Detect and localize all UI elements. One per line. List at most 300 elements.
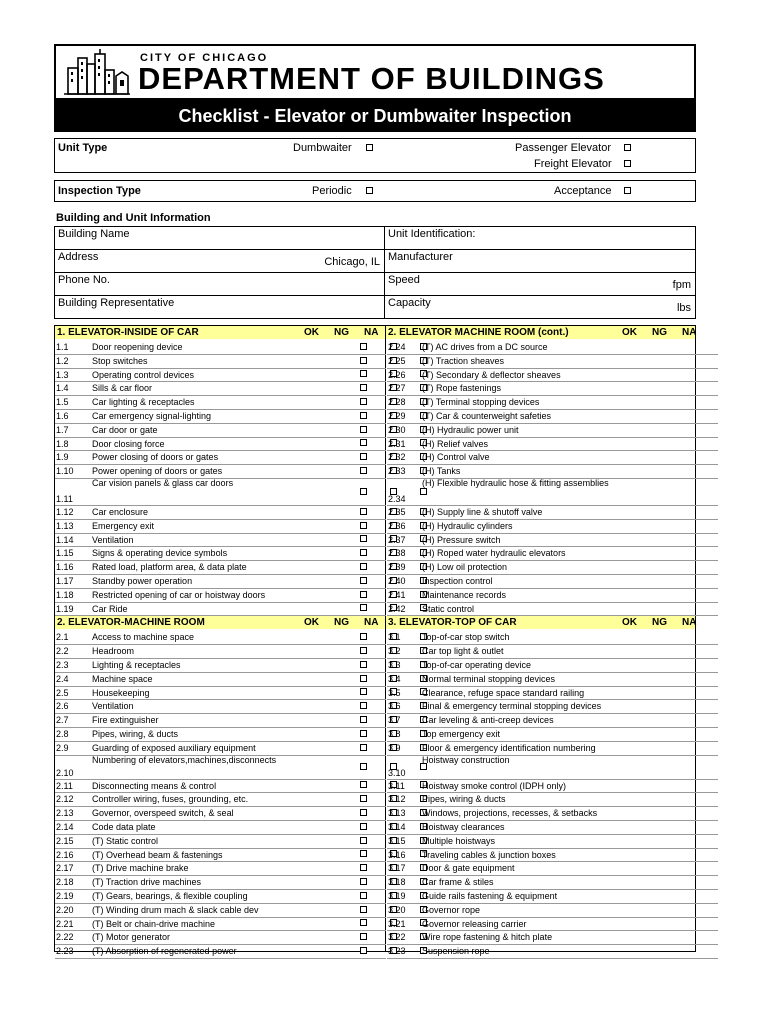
item-label: Lighting & receptacles [92, 660, 181, 670]
checklist-row [56, 437, 386, 451]
item-label: (H) Relief valves [422, 438, 489, 449]
freight-elevator-label: Freight Elevator [534, 158, 612, 170]
item-label: (H) Roped water hydraulic elevators [422, 548, 566, 559]
checklist-row [388, 741, 718, 755]
checkbox-ok[interactable] [360, 488, 367, 495]
column-header-ng: NG [334, 327, 349, 338]
item-number: 2.23 [56, 946, 74, 957]
checklist-row [388, 875, 718, 889]
item-label: Operating control devices [92, 369, 195, 380]
checklist-row [388, 409, 718, 423]
item-label: Car leveling & anti-creep devices [422, 715, 554, 726]
item-label: Access to machine space [92, 632, 195, 643]
item-label: (T) Drive machine brake [92, 863, 189, 874]
item-label: (H) Low oil protection [422, 562, 508, 573]
item-number: 2.31 [388, 438, 406, 449]
checklist-row [388, 686, 718, 700]
checklist-row [388, 792, 718, 806]
periodic-label: Periodic [312, 185, 352, 197]
item-label: Standby power operation [92, 576, 193, 586]
item-number: 3.21 [388, 918, 406, 929]
checklist-row [56, 340, 386, 354]
section-header [55, 326, 385, 339]
item-number: 2.26 [388, 369, 406, 380]
item-label: (T) Secondary & deflector sheaves [422, 369, 561, 380]
column-header-ng: NG [334, 617, 349, 629]
checklist-row [388, 423, 718, 437]
checklist-row [56, 423, 386, 437]
item-number: 2.22 [56, 932, 74, 943]
item-label: Power opening of doors or gates [92, 466, 223, 477]
checkbox-ok[interactable] [360, 604, 367, 611]
item-number: 3.7 [388, 715, 401, 726]
item-number: 2.27 [388, 383, 406, 394]
item-label: (T) Traction drive machines [92, 877, 202, 888]
item-number: 2.40 [388, 576, 406, 586]
item-number: 2.33 [388, 466, 406, 477]
checklist-row [388, 602, 718, 616]
checklist-row [56, 644, 386, 658]
passenger-elevator-label: Passenger Elevator [515, 142, 611, 154]
column-header-ok: OK [304, 617, 319, 629]
item-number: 1.11 [56, 494, 73, 504]
column-header-ng: NG [652, 327, 667, 338]
item-number: 2.36 [388, 520, 406, 531]
item-label: (H) Pressure switch [422, 534, 501, 545]
item-number: 3.13 [388, 808, 406, 819]
item-number: 2.42 [388, 603, 406, 614]
item-number: 3.17 [388, 863, 406, 874]
checklist-row [56, 630, 386, 644]
checkbox-ok[interactable] [360, 370, 367, 377]
item-number: 1.6 [56, 411, 69, 421]
item-label: Top-of-car operating device [422, 660, 532, 670]
item-number: 2.15 [56, 835, 74, 846]
item-number: 3.10 [388, 767, 406, 778]
item-label: Door closing force [92, 438, 165, 449]
checkbox-ok[interactable] [360, 744, 367, 751]
checklist-row [56, 917, 386, 931]
item-label: (T) Terminal stopping devices [422, 397, 540, 408]
checklist-row [388, 848, 718, 862]
item-number: 2.39 [388, 562, 406, 573]
checklist-row [388, 917, 718, 931]
item-number: 2.35 [388, 507, 406, 517]
item-label: Clearance, refuge space standard railing [422, 687, 585, 698]
checklist-row [56, 672, 386, 686]
item-number: 3.4 [388, 673, 401, 684]
item-number: 3.11 [388, 780, 405, 791]
item-number: 2.29 [388, 411, 406, 421]
item-number: 3.19 [388, 891, 406, 901]
checklist-row [56, 741, 386, 755]
item-number: 2.28 [388, 397, 406, 408]
item-label: Ventilation [92, 701, 134, 712]
checkbox-ok[interactable] [360, 453, 367, 460]
phone-label: Phone No. [58, 274, 110, 286]
checklist-row [388, 574, 718, 588]
item-number: 2.17 [56, 863, 74, 874]
checkbox-ok[interactable] [360, 412, 367, 419]
item-number: 1.18 [56, 589, 74, 600]
checklist-row [56, 354, 386, 368]
column-header-na: NA [364, 617, 379, 629]
item-number: 2.6 [56, 701, 69, 712]
item-label: Stop switches [92, 355, 148, 366]
checkbox-ok[interactable] [360, 809, 367, 816]
item-number: 3.5 [388, 687, 401, 698]
item-label: Power closing of doors or gates [92, 452, 219, 463]
item-number: 3.22 [388, 932, 406, 943]
item-number: 2.38 [388, 548, 406, 559]
item-label: Normal terminal stopping devices [422, 673, 556, 684]
item-label: Machine space [92, 673, 153, 684]
checklist-row [388, 644, 718, 658]
item-number: 2.8 [56, 729, 69, 739]
checkbox-ok[interactable] [360, 577, 367, 584]
checkbox-ok[interactable] [360, 549, 367, 556]
checklist-row [56, 875, 386, 889]
item-label: Code data plate [92, 822, 156, 832]
item-number: 3.16 [388, 849, 406, 860]
checkbox-ok[interactable] [360, 730, 367, 737]
item-number: 2.3 [56, 660, 69, 670]
item-label: (T) Winding drum mach & slack cable dev [92, 904, 259, 915]
checklist-row [56, 505, 386, 519]
item-number: 2.20 [56, 904, 74, 915]
checklist-row [388, 340, 718, 354]
checklist-row [388, 861, 718, 875]
checkbox-ok[interactable] [360, 795, 367, 802]
checklist-row [388, 630, 718, 644]
item-label: Suspension rope [422, 946, 490, 957]
checklist-row [388, 779, 718, 793]
checkbox-ok[interactable] [360, 439, 367, 446]
capacity-label: Capacity [388, 297, 431, 309]
item-label: (T) Rope fastenings [422, 383, 502, 394]
checkbox-ok[interactable] [360, 426, 367, 433]
item-label: Door reopening device [92, 342, 183, 352]
checkbox-ok[interactable] [360, 661, 367, 668]
item-label: Guide rails fastening & equipment [422, 891, 558, 901]
item-number: 3.23 [388, 946, 406, 957]
speed-label: Speed [388, 274, 420, 286]
checklist-row [56, 834, 386, 848]
item-label: (H) Hydraulic power unit [422, 424, 519, 435]
checkbox-ok[interactable] [360, 675, 367, 682]
checkbox-ok[interactable] [360, 823, 367, 830]
item-number: 2.24 [388, 342, 406, 352]
item-number: 2.19 [56, 891, 74, 901]
item-label: Guarding of exposed auxiliary equipment [92, 742, 256, 753]
checklist-row [388, 546, 718, 560]
checkbox-ok[interactable] [360, 563, 367, 570]
checkbox-ok[interactable] [360, 892, 367, 899]
checklist-row [56, 381, 386, 395]
item-label: (T) AC drives from a DC source [422, 342, 548, 352]
checklist-row [56, 464, 386, 478]
item-label: Governor rope [422, 904, 481, 915]
item-label: (H) Control valve [422, 452, 490, 463]
item-label: Disconnecting means & control [92, 780, 217, 791]
item-label: (H) Hydraulic cylinders [422, 520, 513, 531]
item-label: Car emergency signal-lighting [92, 411, 212, 421]
item-number: 3.1 [388, 632, 401, 643]
item-label: (T) Static control [92, 835, 159, 846]
checkbox-ok[interactable] [360, 384, 367, 391]
item-label: Maintenance records [422, 589, 507, 600]
item-number: 1.14 [56, 534, 74, 545]
item-label: (H) Flexible hydraulic hose & fitting assemblies [422, 478, 609, 488]
row-divider [387, 958, 718, 959]
item-label: Static control [422, 603, 475, 614]
section-header [386, 326, 695, 339]
item-label: Pipes, wiring & ducts [422, 794, 506, 805]
item-number: 1.12 [56, 507, 74, 517]
item-number: 2.13 [56, 808, 74, 819]
item-label: Car top light & outlet [422, 646, 504, 657]
column-header-na: NA [364, 327, 379, 338]
section-title: 1. ELEVATOR-INSIDE OF CAR [57, 327, 199, 338]
checklist-row [56, 713, 386, 727]
building-info-heading: Building and Unit Information [56, 212, 211, 224]
checkbox-ok[interactable] [360, 906, 367, 913]
checkbox-ok[interactable] [360, 535, 367, 542]
item-label: Final & emergency terminal stopping devices [422, 701, 602, 712]
checkbox-ok[interactable] [360, 508, 367, 515]
item-number: 2.16 [56, 849, 74, 860]
item-label: Top emergency exit [422, 729, 501, 739]
checkbox-ok[interactable] [360, 688, 367, 695]
item-label: Multiple hoistways [422, 835, 496, 846]
item-number: 2.9 [56, 742, 69, 753]
form-title: Checklist - Elevator or Dumbwaiter Inspection [178, 106, 572, 126]
item-number: 3.6 [388, 701, 401, 712]
item-label: Headroom [92, 646, 135, 657]
checklist-row [56, 755, 386, 779]
checkbox-ok[interactable] [360, 850, 367, 857]
item-number: 1.15 [56, 548, 74, 559]
checklist-row [388, 450, 718, 464]
speed-unit: fpm [672, 279, 691, 291]
item-number: 1.4 [56, 383, 69, 394]
column-header-ng: NG [652, 617, 667, 629]
checkbox-ok[interactable] [360, 591, 367, 598]
checklist-row [388, 368, 718, 382]
checklist-row [56, 478, 386, 505]
column-header-na: NA [682, 327, 697, 338]
item-label: Hoistway clearances [422, 822, 505, 832]
item-number: 2.21 [56, 918, 74, 929]
item-label: (T) Traction sheaves [422, 355, 505, 366]
checklist-row [56, 944, 386, 958]
item-label: (H) Supply line & shutoff valve [422, 507, 543, 517]
manufacturer-label: Manufacturer [388, 251, 453, 263]
item-label: Pipes, wiring, & ducts [92, 729, 179, 739]
city-value: Chicago, IL [324, 256, 380, 268]
checkbox-ok[interactable] [360, 343, 367, 350]
item-number: 2.41 [388, 589, 406, 600]
checklist-row [56, 903, 386, 917]
checklist-row [388, 930, 718, 944]
item-number: 1.1 [56, 342, 69, 352]
item-number: 1.10 [56, 466, 74, 477]
section-header [55, 616, 385, 629]
item-label: Rated load, platform area, & data plate [92, 562, 247, 573]
checklist-row [56, 848, 386, 862]
item-number: 3.8 [388, 729, 401, 739]
column-header-ok: OK [622, 327, 637, 338]
checklist-row [388, 519, 718, 533]
section-title: 3. ELEVATOR-TOP OF CAR [388, 617, 517, 629]
section-title: 2. ELEVATOR-MACHINE ROOM [57, 617, 205, 629]
checklist-row [388, 755, 718, 779]
item-label: Car enclosure [92, 507, 149, 517]
checklist-row [388, 560, 718, 574]
item-number: 1.7 [56, 424, 69, 435]
item-label: Sills & car floor [92, 383, 153, 394]
checkbox-ok[interactable] [360, 702, 367, 709]
row-divider [55, 958, 386, 959]
item-label: Hoistway construction [422, 754, 510, 765]
item-label: (H) Tanks [422, 466, 461, 477]
checklist-row [56, 519, 386, 533]
checklist-row [388, 713, 718, 727]
checkbox-ok[interactable] [360, 467, 367, 474]
checklist-row [388, 889, 718, 903]
checkbox-ok[interactable] [360, 763, 367, 770]
checkbox-ok[interactable] [360, 933, 367, 940]
column-header-ok: OK [622, 617, 637, 629]
checkbox-ok[interactable] [360, 647, 367, 654]
checklist-row [388, 944, 718, 958]
item-number: 1.19 [56, 603, 74, 614]
item-number: 1.16 [56, 562, 74, 573]
checklist-row [388, 727, 718, 741]
checklist-row [56, 450, 386, 464]
checklist-row [56, 395, 386, 409]
item-number: 2.37 [388, 534, 406, 545]
checklist-row [56, 546, 386, 560]
item-number: 3.18 [388, 877, 406, 888]
representative-label: Building Representative [58, 297, 175, 309]
checklist-row [388, 354, 718, 368]
checkbox-ok[interactable] [360, 878, 367, 885]
item-label: Car lighting & receptacles [92, 397, 195, 408]
checkbox-ok[interactable] [360, 633, 367, 640]
checklist-row [388, 903, 718, 917]
item-label: Car frame & stiles [422, 877, 494, 888]
item-label: (T) Gears, bearings, & flexible coupling [92, 891, 248, 901]
item-number: 1.2 [56, 355, 69, 366]
item-label: Door & gate equipment [422, 863, 515, 874]
checklist-row [388, 820, 718, 834]
checklist-row [388, 464, 718, 478]
checklist-row [388, 806, 718, 820]
department-title: DEPARTMENT OF BUILDINGS [138, 61, 605, 96]
column-header-na: NA [682, 617, 697, 629]
checklist-row [388, 699, 718, 713]
checkbox-ok[interactable] [360, 864, 367, 871]
checklist-row [388, 478, 718, 505]
checklist-row [388, 533, 718, 547]
item-label: (T) Car & counterweight safeties [422, 411, 552, 421]
section-header [386, 616, 695, 629]
item-number: 2.7 [56, 715, 69, 726]
checkbox-ok[interactable] [360, 716, 367, 723]
item-label: Traveling cables & junction boxes [422, 849, 556, 860]
item-number: 2.11 [56, 780, 73, 791]
item-number: 2.14 [56, 822, 74, 832]
unit-type-label: Unit Type [58, 142, 108, 154]
checklist-row [56, 779, 386, 793]
item-number: 1.5 [56, 397, 69, 408]
item-number: 3.12 [388, 794, 406, 805]
checklist-row [388, 437, 718, 451]
checkbox-ok[interactable] [360, 947, 367, 954]
address-label: Address [58, 251, 99, 263]
item-number: 3.14 [388, 822, 406, 832]
item-number: 2.12 [56, 794, 74, 805]
checkbox-ok[interactable] [360, 398, 367, 405]
item-number: 2.30 [388, 424, 406, 435]
checkbox-ok[interactable] [360, 919, 367, 926]
checkbox-ok[interactable] [360, 781, 367, 788]
checklist-row [388, 658, 718, 672]
checklist-row [56, 889, 386, 903]
checkbox-ok[interactable] [360, 837, 367, 844]
item-label: (T) Absorption of regenerated power [92, 946, 237, 957]
checklist-row [56, 806, 386, 820]
item-label: Ventilation [92, 534, 134, 545]
item-label: Wire rope fastening & hitch plate [422, 932, 553, 943]
item-label: Fire extinguisher [92, 715, 159, 726]
checklist-row [56, 409, 386, 423]
section-title: 2. ELEVATOR MACHINE ROOM (cont.) [388, 327, 569, 338]
item-label: (T) Motor generator [92, 932, 171, 943]
item-number: 2.1 [56, 632, 69, 643]
item-number: 2.18 [56, 877, 74, 888]
item-label: Windows, projections, recesses, & setbacks [422, 808, 598, 819]
checkbox-ok[interactable] [360, 357, 367, 364]
item-number: 2.32 [388, 452, 406, 463]
item-label: Housekeeping [92, 687, 150, 698]
item-label: Car door or gate [92, 424, 158, 435]
checklist-row [56, 560, 386, 574]
item-number: 3.15 [388, 835, 406, 846]
item-number: 2.10 [56, 767, 74, 778]
checklist-row [56, 602, 386, 616]
checklist-row [388, 588, 718, 602]
item-label: (T) Belt or chain-drive machine [92, 918, 216, 929]
checklist-row [388, 834, 718, 848]
item-number: 3.20 [388, 904, 406, 915]
item-label: Signs & operating device symbols [92, 548, 228, 559]
item-number: 2.2 [56, 646, 69, 657]
checklist-row [56, 368, 386, 382]
item-label: (T) Overhead beam & fastenings [92, 849, 223, 860]
checklist-row [388, 395, 718, 409]
item-number: 3.3 [388, 660, 401, 670]
checklist-row [56, 861, 386, 875]
item-number: 2.25 [388, 355, 406, 366]
capacity-unit: lbs [676, 302, 691, 314]
checkbox-ok[interactable] [360, 522, 367, 529]
item-number: 3.2 [388, 646, 401, 657]
item-label: Controller wiring, fuses, grounding, etc. [92, 794, 249, 805]
item-number: 1.8 [56, 438, 69, 449]
city-subtitle: CITY OF CHICAGO [140, 52, 269, 64]
